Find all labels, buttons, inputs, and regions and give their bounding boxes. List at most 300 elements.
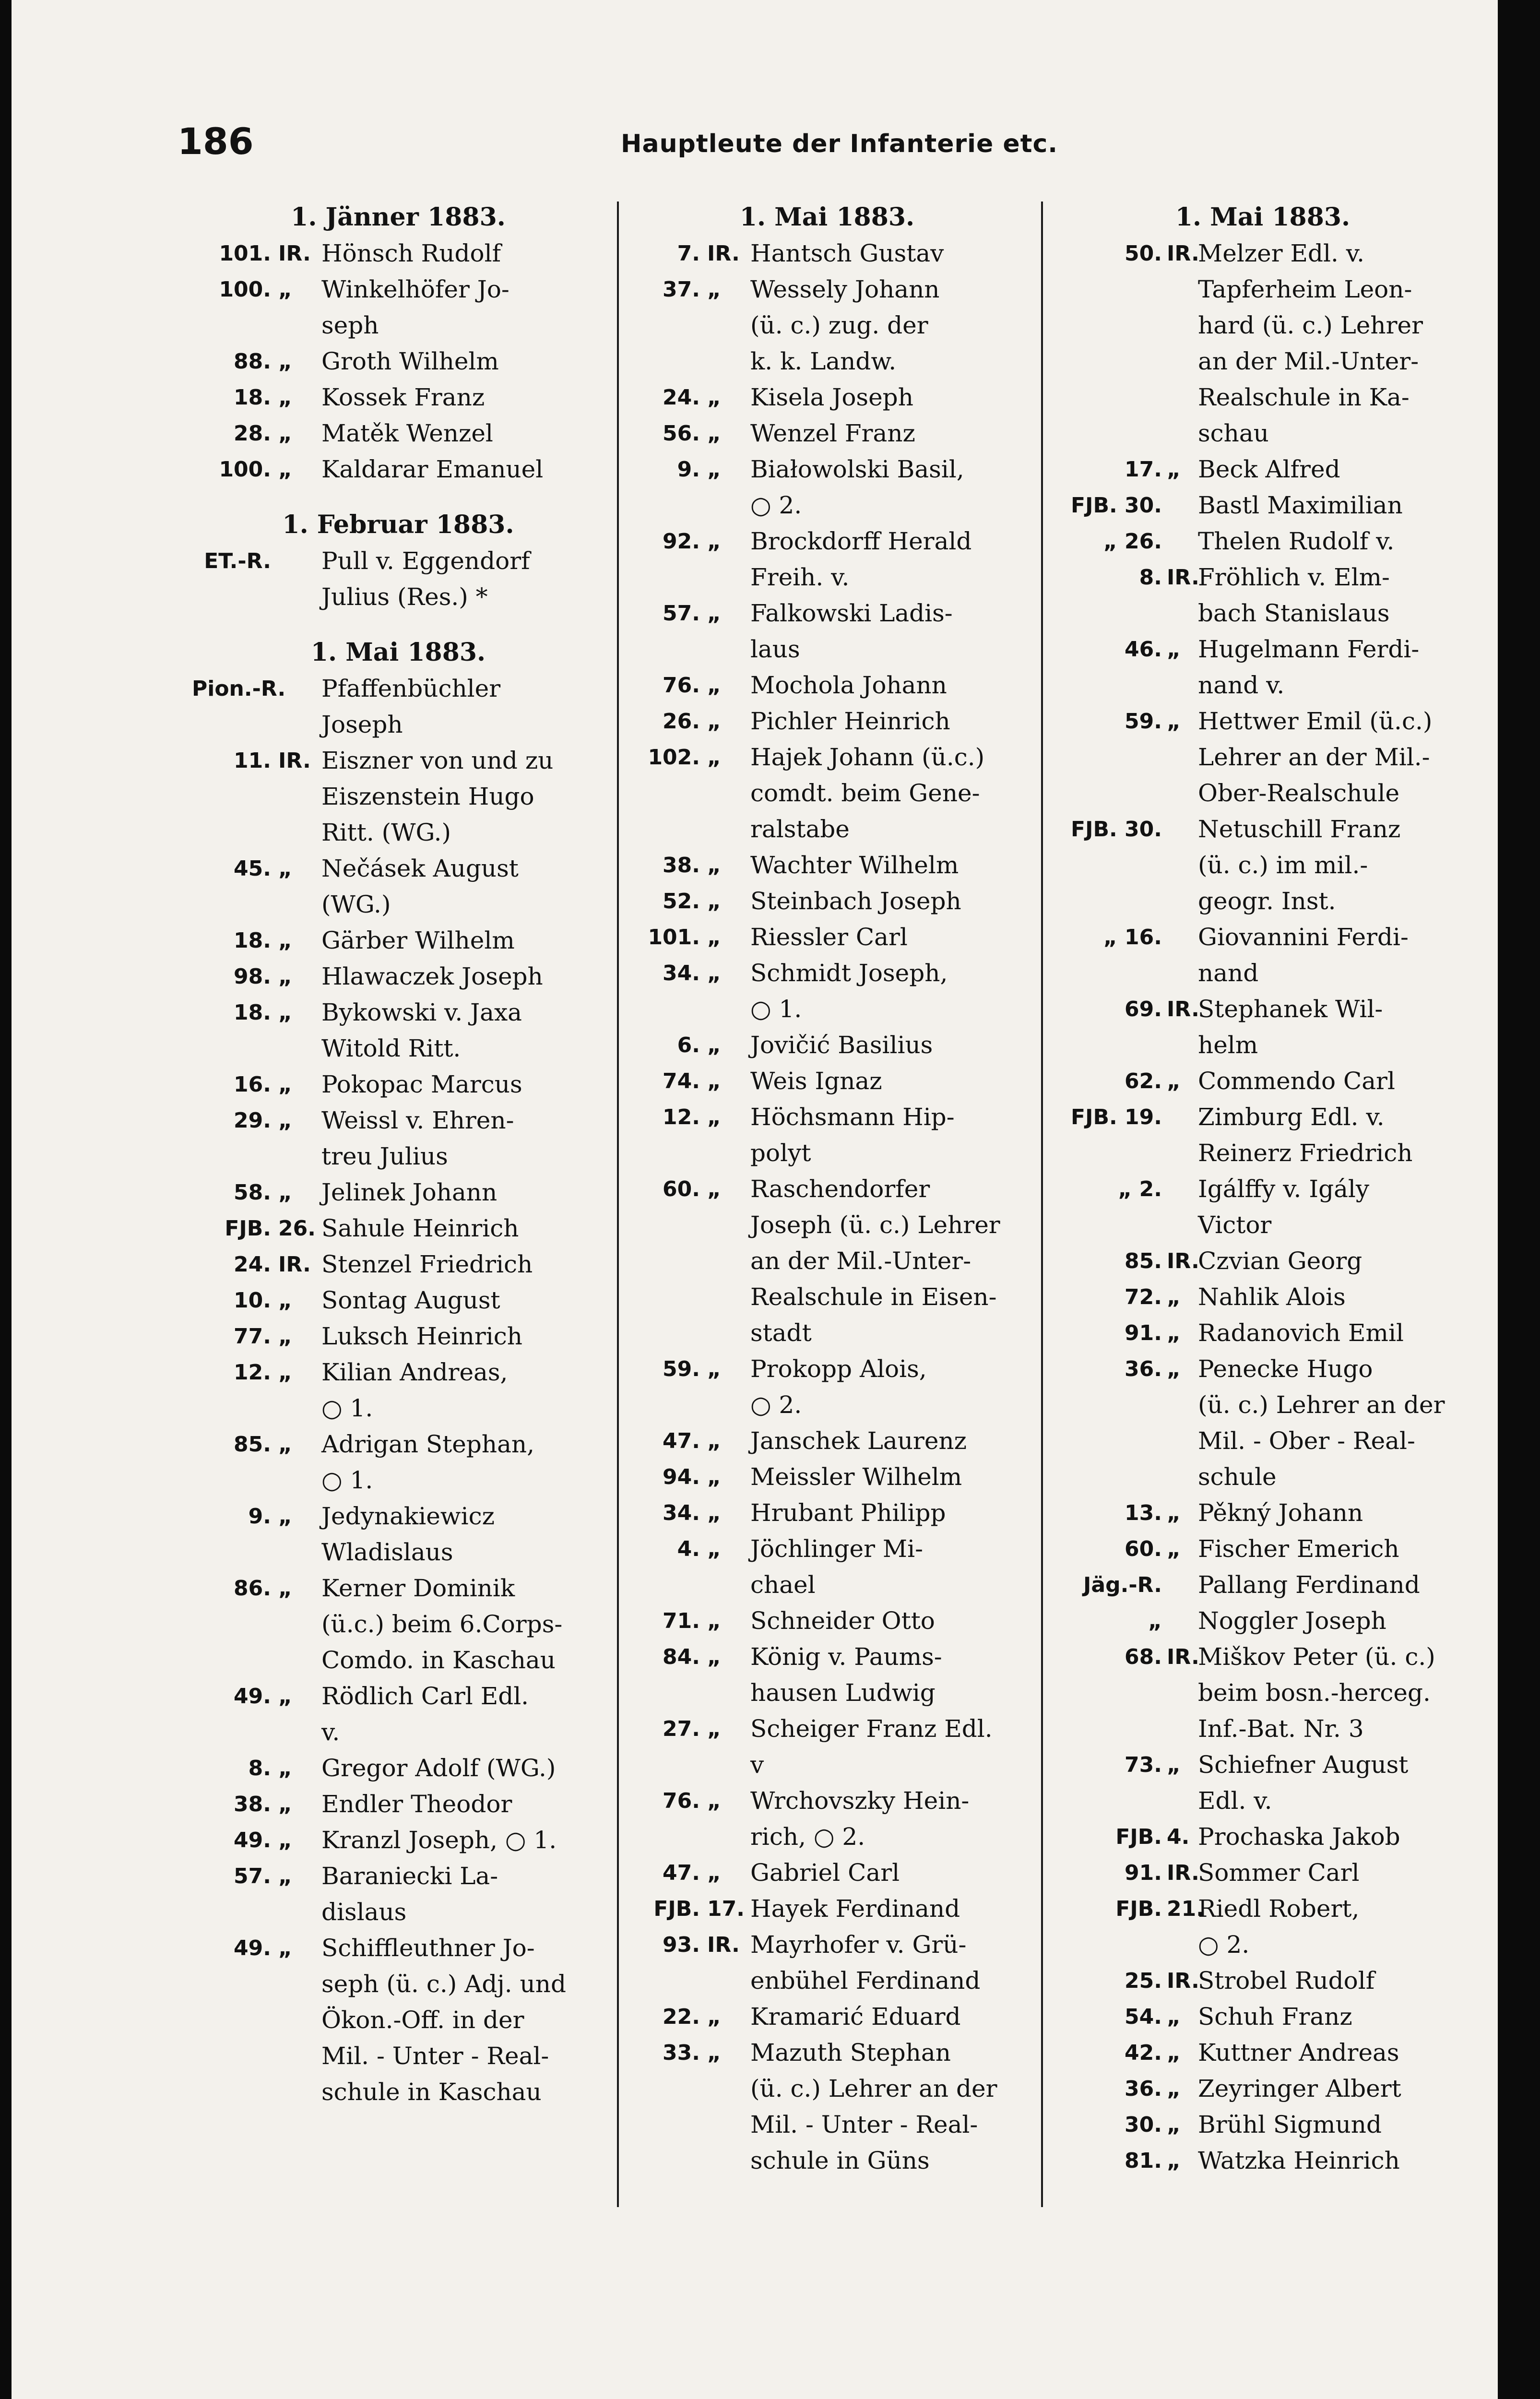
officer-name: [750, 1603, 1033, 1639]
name-line: Adrigan Stephan,: [321, 1430, 534, 1458]
officer-entry: [621, 272, 1033, 380]
name-line: Wenzel Franz: [750, 419, 915, 447]
officer-entry: [621, 1495, 1033, 1531]
name-line: Rödlich Carl Edl.: [321, 1682, 529, 1710]
officer-name: [321, 1067, 604, 1103]
officer-name: [750, 1999, 1033, 2035]
regiment-type: „: [278, 928, 292, 953]
regiment-number: 85.: [1125, 1249, 1162, 1273]
regiment-type: „: [1167, 1501, 1181, 1525]
officer-name: [321, 851, 604, 923]
officer-name: [1198, 2035, 1479, 2071]
officer-entry: [621, 2035, 1033, 2179]
name-line: Stenzel Friedrich: [321, 1250, 533, 1278]
column-rule: [1041, 202, 1043, 2207]
officer-entry: [621, 1099, 1033, 1171]
name-line: Schmidt Joseph,: [750, 959, 948, 987]
section-date-heading: 1. Februar 1883.: [282, 510, 514, 539]
officer-name: [321, 1318, 604, 1354]
name-line: Mayrhofer v. Grü-: [750, 1931, 967, 1959]
officer-name: [1198, 1999, 1479, 2035]
officer-entry: [192, 1498, 604, 1570]
regiment-type: IR.: [1167, 997, 1199, 1021]
name-line: Freih. v.: [750, 563, 850, 591]
officer-name: [1198, 2107, 1479, 2143]
officer-name: [750, 1495, 1033, 1531]
officer-name: [750, 1063, 1033, 1099]
name-line: Beck Alfred: [1198, 455, 1340, 483]
name-line: Weis Ignaz: [750, 1067, 882, 1095]
officer-name: [321, 743, 604, 851]
officer-entry: [192, 1354, 604, 1426]
officer-name: [321, 1750, 604, 1786]
officer-name: [321, 1786, 604, 1822]
name-line: Kranzl Joseph, ○ 1.: [321, 1826, 557, 1854]
name-line: v.: [321, 1718, 340, 1746]
name-line: Eiszenstein Hugo: [321, 783, 534, 810]
name-line: Joseph: [321, 711, 403, 738]
name-line: Scheiger Franz Edl.: [750, 1715, 993, 1743]
name-line: Edl. v.: [1198, 1787, 1272, 1815]
section-date-heading: 1. Mai 1883.: [739, 202, 915, 232]
name-line: Miškov Peter (ü. c.): [1198, 1643, 1435, 1671]
officer-name: [1198, 1063, 1479, 1099]
regiment-type: IR.: [278, 1252, 311, 1277]
regiment-number: 101.: [219, 241, 271, 266]
officer-entry: [621, 847, 1033, 883]
officer-entry: [1047, 1603, 1479, 1639]
name-line: ○ 1.: [321, 1466, 373, 1494]
name-line: beim bosn.-herceg.: [1198, 1679, 1431, 1707]
name-line: Comdo. in Kaschau: [321, 1646, 556, 1674]
officer-name: [750, 1783, 1033, 1855]
name-line: Hettwer Emil (ü.c.): [1198, 707, 1433, 735]
name-line: Schuh Franz: [1198, 2003, 1352, 2031]
name-line: Lehrer an der Mil.-: [1198, 743, 1430, 771]
officer-entry: [1047, 1531, 1479, 1567]
regiment-type: 26.: [278, 1216, 316, 1241]
regiment-number: 46.: [1125, 637, 1162, 662]
name-line: an der Mil.-Unter-: [750, 1247, 971, 1275]
officer-entry: [1047, 1279, 1479, 1315]
name-line: Kossek Franz: [321, 383, 485, 411]
regiment-type: „: [1167, 1753, 1181, 1777]
name-line: Raschendorfer: [750, 1175, 930, 1203]
column-rule: [617, 202, 619, 2207]
regiment-number: 12.: [663, 1105, 700, 1129]
officer-entry: [621, 739, 1033, 847]
name-line: Czvian Georg: [1198, 1247, 1362, 1275]
name-line: Janschek Laurenz: [750, 1427, 967, 1455]
column-3: [1047, 199, 1479, 2179]
name-line: Zimburg Edl. v.: [1198, 1103, 1385, 1131]
officer-name: [750, 2035, 1033, 2179]
officer-entry: [192, 1750, 604, 1786]
regiment-number: 8.: [248, 1756, 271, 1781]
regiment-number: FJB. 19.: [1071, 1105, 1162, 1129]
name-line: nand v.: [1198, 671, 1285, 699]
name-line: Hugelmann Ferdi-: [1198, 635, 1420, 663]
name-line: Witold Ritt.: [321, 1034, 461, 1062]
regiment-type: „: [707, 1357, 721, 1381]
name-line: Pull v. Eggendorf: [321, 547, 530, 575]
page-header: [12, 120, 1498, 173]
officer-name: [750, 1531, 1033, 1603]
regiment-number: 91.: [1125, 1861, 1162, 1885]
officer-name: [1198, 1243, 1479, 1279]
officer-entry: [621, 1063, 1033, 1099]
regiment-number: 28.: [234, 421, 271, 446]
officer-name: [321, 236, 604, 272]
officer-name: [750, 1639, 1033, 1711]
name-line: Mochola Johann: [750, 671, 947, 699]
officer-entry: [192, 1247, 604, 1283]
officer-entry: [1047, 919, 1479, 991]
name-line: Prokopp Alois,: [750, 1355, 927, 1383]
officer-name: [321, 1858, 604, 1930]
name-line: Steinbach Joseph: [750, 887, 961, 915]
officer-name: [321, 344, 604, 380]
officer-entry: [621, 1171, 1033, 1351]
officer-name: [321, 1822, 604, 1858]
regiment-number: 6.: [677, 1033, 700, 1057]
regiment-type: 21.: [1167, 1897, 1204, 1921]
name-line: Noggler Joseph: [1198, 1607, 1386, 1635]
regiment-type: „: [1167, 2113, 1181, 2137]
officer-entry: [621, 919, 1033, 955]
name-line: (ü. c.) im mil.-: [1198, 851, 1368, 879]
regiment-number: 71.: [663, 1609, 700, 1633]
regiment-type: „: [278, 1324, 292, 1349]
officer-name: [321, 995, 604, 1067]
section-date-heading: 1. Jänner 1883.: [291, 202, 506, 232]
officer-name: [321, 923, 604, 959]
name-line: Pokopac Marcus: [321, 1070, 522, 1098]
regiment-type: „: [707, 529, 721, 554]
name-line: Sommer Carl: [1198, 1859, 1360, 1887]
name-line: Zeyringer Albert: [1198, 2075, 1401, 2102]
name-line: Jelinek Johann: [321, 1178, 498, 1206]
regiment-number: 4.: [677, 1537, 700, 1561]
name-line: Gabriel Carl: [750, 1859, 900, 1887]
regiment-type: IR.: [1167, 241, 1199, 266]
officer-entry: [1047, 1999, 1479, 2035]
officer-entry: [621, 595, 1033, 667]
name-line: Groth Wilhelm: [321, 347, 499, 375]
name-line: Radanovich Emil: [1198, 1319, 1404, 1347]
regiment-number: 59.: [1125, 709, 1162, 734]
officer-name: [321, 416, 604, 451]
regiment-type: IR.: [707, 241, 740, 266]
name-line: Hrubant Philipp: [750, 1499, 946, 1527]
regiment-type: „: [707, 1717, 721, 1741]
officer-name: [750, 416, 1033, 451]
officer-name: [321, 1175, 604, 1211]
officer-name: [750, 523, 1033, 595]
officer-entry: [1047, 1747, 1479, 1819]
officer-name: [1198, 1963, 1479, 1999]
regiment-number: 49.: [234, 1684, 271, 1709]
regiment-number: 81.: [1125, 2149, 1162, 2173]
regiment-number: 60.: [663, 1177, 700, 1201]
officer-entry: [1047, 559, 1479, 631]
name-line: Gregor Adolf (WG.): [321, 1754, 556, 1782]
name-line: (ü. c.) Lehrer an der: [750, 2075, 997, 2102]
name-line: Kerner Dominik: [321, 1574, 515, 1602]
regiment-number: 52.: [663, 889, 700, 914]
name-line: Mil. - Ober - Real-: [1198, 1427, 1415, 1455]
regiment-type: „: [1167, 1285, 1181, 1309]
officer-entry: [192, 1858, 604, 1930]
officer-name: [1198, 1171, 1479, 1243]
regiment-type: „: [707, 709, 721, 734]
officer-entry: [1047, 487, 1479, 523]
officer-entry: [1047, 1891, 1479, 1963]
name-line: rich, ○ 2.: [750, 1823, 865, 1851]
officer-entry: [192, 1175, 604, 1211]
regiment-number: 77.: [234, 1324, 271, 1349]
name-line: Riessler Carl: [750, 923, 908, 951]
officer-entry: [1047, 811, 1479, 919]
regiment-type: „: [707, 1465, 721, 1489]
regiment-number: ET.-R.: [204, 549, 271, 573]
name-line: Kisela Joseph: [750, 383, 913, 411]
officer-name: [1198, 811, 1479, 919]
name-line: Winkelhöfer Jo-: [321, 275, 509, 303]
officer-name: [321, 1247, 604, 1283]
name-line: stadt: [750, 1319, 812, 1347]
regiment-number: 8.: [1139, 565, 1162, 590]
regiment-number: 27.: [663, 1717, 700, 1741]
officer-name: [750, 236, 1033, 272]
name-line: Strobel Rudolf: [1198, 1967, 1375, 1995]
book-page: [12, 0, 1498, 2399]
name-line: schule in Kaschau: [321, 2078, 542, 2106]
regiment-number: 88.: [234, 349, 271, 374]
name-line: Wachter Wilhelm: [750, 851, 959, 879]
officer-entry: [192, 1211, 604, 1247]
regiment-number: „ 16.: [1103, 925, 1162, 950]
officer-name: [321, 1498, 604, 1570]
name-line: Victor: [1198, 1211, 1272, 1239]
officer-entry: [1047, 1819, 1479, 1855]
officer-name: [321, 1283, 604, 1318]
regiment-number: 76.: [663, 1789, 700, 1813]
regiment-type: „: [1167, 2149, 1181, 2173]
regiment-type: „: [278, 1504, 292, 1529]
regiment-number: 47.: [663, 1429, 700, 1453]
officer-entry: [621, 955, 1033, 1027]
officer-entry: [621, 1351, 1033, 1423]
officer-name: [750, 883, 1033, 919]
regiment-number: FJB.: [1115, 1897, 1162, 1921]
regiment-type: IR.: [1167, 1249, 1199, 1273]
officer-entry: [621, 703, 1033, 739]
name-line: Pěkný Johann: [1198, 1499, 1363, 1527]
officer-entry: [621, 1711, 1033, 1783]
name-line: Gärber Wilhelm: [321, 926, 515, 954]
officer-name: [750, 919, 1033, 955]
regiment-number: 37.: [663, 277, 700, 302]
regiment-number: 76.: [663, 673, 700, 698]
regiment-number: 102.: [648, 745, 700, 770]
name-line: k. k. Landw.: [750, 347, 897, 375]
regiment-number: 13.: [1125, 1501, 1162, 1525]
regiment-type: „: [278, 1108, 292, 1133]
regiment-type: IR.: [1167, 565, 1199, 590]
name-line: Watzka Heinrich: [1198, 2147, 1400, 2174]
name-line: Mil. - Unter - Real-: [750, 2111, 978, 2138]
name-line: Pfaffenbüchler: [321, 675, 501, 702]
officer-name: [1198, 1819, 1479, 1855]
name-line: Pichler Heinrich: [750, 707, 950, 735]
officer-name: [1198, 1855, 1479, 1891]
name-line: chael: [750, 1571, 816, 1599]
officer-name: [1198, 631, 1479, 703]
officer-entry: [1047, 1351, 1479, 1495]
officer-entry: [192, 743, 604, 851]
officer-name: [750, 955, 1033, 1027]
regiment-number: 49.: [234, 1828, 271, 1853]
regiment-type: „: [278, 1576, 292, 1601]
regiment-number: 56.: [663, 421, 700, 446]
regiment-number: 30.: [1125, 2113, 1162, 2137]
name-line: Commendo Carl: [1198, 1067, 1395, 1095]
name-line: (ü.c.) beim 6.Corps-: [321, 1610, 563, 1638]
name-line: Mil. - Unter - Real-: [321, 2042, 549, 2070]
name-line: ○ 1.: [750, 995, 802, 1023]
officer-entry: [1047, 631, 1479, 703]
officer-name: [750, 595, 1033, 667]
regiment-number: 68.: [1125, 1645, 1162, 1669]
name-line: Pallang Ferdinand: [1198, 1571, 1420, 1599]
name-line: Białowolski Basil,: [750, 455, 964, 483]
regiment-number: 86.: [234, 1576, 271, 1601]
regiment-type: „: [278, 1360, 292, 1385]
regiment-number: 18.: [234, 928, 271, 953]
regiment-type: „: [278, 457, 292, 482]
officer-name: [750, 703, 1033, 739]
officer-entry: [1047, 1495, 1479, 1531]
name-line: Schiffleuthner Jo-: [321, 1934, 535, 1962]
regiment-number: 92.: [663, 529, 700, 554]
regiment-type: „: [278, 1072, 292, 1097]
regiment-type: „: [278, 1828, 292, 1853]
officer-entry: [621, 236, 1033, 272]
officer-entry: [621, 1783, 1033, 1855]
regiment-type: „: [707, 1789, 721, 1813]
officer-entry: [621, 451, 1033, 523]
regiment-number: 84.: [663, 1645, 700, 1669]
officer-name: [1198, 703, 1479, 811]
name-line: Reinerz Friedrich: [1198, 1139, 1413, 1167]
name-line: Penecke Hugo: [1198, 1355, 1373, 1383]
officer-name: [321, 451, 604, 487]
regiment-type: „: [278, 1684, 292, 1709]
regiment-type: „: [707, 961, 721, 986]
regiment-type: „: [1167, 2077, 1181, 2101]
officer-name: [750, 1855, 1033, 1891]
regiment-number: FJB. 30.: [1071, 493, 1162, 518]
officer-entry: [621, 380, 1033, 416]
regiment-type: „: [707, 1609, 721, 1633]
name-line: schule: [1198, 1463, 1277, 1491]
regiment-number: 45.: [234, 856, 271, 881]
regiment-number: Jäg.-R.: [1083, 1573, 1162, 1597]
officer-entry: [621, 1027, 1033, 1063]
officer-name: [321, 1426, 604, 1498]
regiment-type: „: [1167, 2005, 1181, 2029]
regiment-type: 4.: [1167, 1825, 1190, 1849]
regiment-number: 26.: [663, 709, 700, 734]
name-line: Hönsch Rudolf: [321, 239, 501, 267]
name-line: Jovičić Basilius: [750, 1031, 933, 1059]
regiment-type: „: [707, 2041, 721, 2065]
regiment-number: 36.: [1125, 1357, 1162, 1381]
name-line: Julius (Res.) *: [321, 583, 488, 611]
name-line: comdt. beim Gene-: [750, 779, 980, 807]
officer-name: [1198, 1603, 1479, 1639]
name-line: Sahule Heinrich: [321, 1214, 519, 1242]
regiment-number: 62.: [1125, 1069, 1162, 1093]
regiment-number: 98.: [234, 964, 271, 989]
regiment-type: „: [278, 1936, 292, 1960]
officer-entry: [192, 995, 604, 1067]
regiment-type: „: [707, 1177, 721, 1201]
regiment-type: „: [707, 457, 721, 482]
name-line: seph (ü. c.) Adj. und: [321, 1970, 566, 1998]
regiment-type: „: [1167, 1321, 1181, 1345]
regiment-type: „: [1167, 1357, 1181, 1381]
officer-name: [321, 543, 604, 615]
regiment-type: IR.: [278, 241, 311, 266]
regiment-type: „: [707, 601, 721, 626]
name-line: Luksch Heinrich: [321, 1322, 522, 1350]
officer-entry: [192, 543, 604, 615]
regiment-number: 34.: [663, 1501, 700, 1525]
name-line: Schiefner August: [1198, 1751, 1409, 1779]
officer-name: [321, 1354, 604, 1426]
section-date-heading: 1. Mai 1883.: [1175, 202, 1350, 232]
officer-entry: [1047, 1855, 1479, 1891]
officer-name: [1198, 1495, 1479, 1531]
name-line: Matěk Wenzel: [321, 419, 493, 447]
regiment-number: 18.: [234, 1000, 271, 1025]
officer-entry: [1047, 1315, 1479, 1351]
name-line: Joseph (ü. c.) Lehrer: [750, 1211, 1000, 1239]
officer-name: [750, 1927, 1033, 1999]
regiment-number: 49.: [234, 1936, 271, 1960]
officer-entry: [192, 272, 604, 344]
regiment-type: „: [707, 1105, 721, 1129]
officer-entry: [192, 451, 604, 487]
regiment-type: „: [278, 1000, 292, 1025]
officer-entry: [192, 1678, 604, 1750]
running-head: Hauptleute der Infanterie etc.: [621, 130, 1058, 158]
regiment-number: 91.: [1125, 1321, 1162, 1345]
officer-name: [321, 671, 604, 743]
name-line: schule in Güns: [750, 2147, 930, 2174]
officer-entry: [621, 416, 1033, 451]
name-line: Bastl Maximilian: [1198, 491, 1403, 519]
officer-name: [1198, 1099, 1479, 1171]
name-line: (ü. c.) zug. der: [750, 311, 928, 339]
regiment-type: „: [278, 1180, 292, 1205]
regiment-type: „: [1167, 709, 1181, 734]
name-line: ○ 1.: [321, 1394, 373, 1422]
regiment-number: 69.: [1125, 997, 1162, 1021]
regiment-type: „: [278, 1288, 292, 1313]
